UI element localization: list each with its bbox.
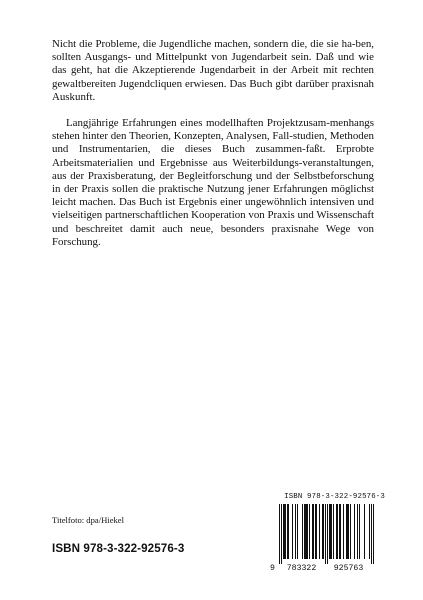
barcode-bar bbox=[329, 504, 330, 559]
barcode-bar bbox=[337, 504, 338, 559]
barcode-bar bbox=[305, 504, 306, 559]
barcode-digits-left: 783322 bbox=[286, 564, 317, 572]
barcode-bars bbox=[279, 504, 374, 564]
barcode-isbn-text: ISBN 978-3-322-92576-3 bbox=[284, 493, 385, 501]
barcode-bar bbox=[330, 504, 331, 559]
barcode-block bbox=[268, 493, 385, 573]
barcode-image bbox=[268, 504, 385, 572]
barcode-bar bbox=[350, 504, 351, 559]
barcode-bar bbox=[316, 504, 317, 559]
barcode-bar bbox=[347, 504, 348, 559]
barcode-bar bbox=[373, 504, 374, 564]
barcode-bar bbox=[295, 504, 296, 559]
barcode-bar bbox=[285, 504, 286, 559]
barcode-bar bbox=[343, 504, 344, 559]
barcode-bar bbox=[284, 504, 285, 559]
barcode-bar bbox=[287, 504, 288, 559]
barcode-bar bbox=[322, 504, 323, 559]
barcode-bar bbox=[315, 504, 316, 559]
barcode-bar bbox=[312, 504, 313, 559]
barcode-bar bbox=[307, 504, 308, 559]
barcode-bar bbox=[346, 504, 347, 559]
isbn-label: ISBN 978-3-322-92576-3 bbox=[52, 542, 185, 555]
barcode-bar bbox=[327, 504, 328, 564]
barcode-bar bbox=[302, 504, 303, 559]
barcode-bar bbox=[325, 504, 326, 564]
barcode-bar bbox=[304, 504, 305, 559]
barcode-bar bbox=[364, 504, 365, 559]
barcode-bar bbox=[309, 504, 310, 559]
barcode-bar bbox=[348, 504, 349, 559]
barcode-bar bbox=[331, 504, 332, 559]
barcode-bar bbox=[288, 504, 289, 559]
barcode-bar bbox=[357, 504, 358, 559]
barcode-bar bbox=[336, 504, 337, 559]
barcode-bar bbox=[323, 504, 324, 559]
blurb-paragraph-1: Nicht die Probleme, die Jugendliche machen, sondern die, die sie ha-ben, sollten Ausgangs- und Mittelpunkt von Jugendarbeit sein. Daß und wie das geht, hat die Akzeptierende Jugendarbeit in der Arbeit mit rechten gewaltbereiten Jugendcliquen erwiesen. Das Buch gibt darüber praxisnah Auskunft. bbox=[52, 38, 374, 103]
barcode-digit-first: 9 bbox=[270, 564, 275, 572]
barcode-bar bbox=[283, 504, 284, 559]
barcode-bar bbox=[279, 504, 280, 564]
barcode-bar bbox=[371, 504, 372, 564]
barcode-bar bbox=[297, 504, 298, 559]
barcode-bar bbox=[292, 504, 293, 559]
barcode-bar bbox=[369, 504, 370, 559]
barcode-bar bbox=[333, 504, 334, 559]
blurb-paragraph-2: Langjährige Erfahrungen eines modellhaften Projektzusam-menhangs stehen hinter den Theorien, Konzepten, Analysen, Fall-studien, Methoden und Instrumentarien, die dieses Buch zusammen-faßt. Erprobte Arbeitsmaterialien und Ergebnisse aus Weiterbildungs-veranstaltungen, aus der Praxisberatung, der Begleitforschung und der Selbstbeforschung in der Praxis sollen die praktische Nutzung jener Erfahrungen möglichst leicht machen. Das Buch ist Ergebnis einer ungewöhnlich intensiven und vielseitigen partnerschaftlichen Kooperation von Praxis und Wissenschaft und beschreitet damit auch neue, besonders praxisnahe Wege von Forschung. bbox=[52, 117, 374, 248]
barcode-bar bbox=[354, 504, 355, 559]
barcode-bar bbox=[313, 504, 314, 559]
barcode-bar bbox=[306, 504, 307, 559]
barcode-digits-right: 925763 bbox=[333, 564, 364, 572]
barcode-bar bbox=[339, 504, 340, 559]
barcode-bar bbox=[359, 504, 360, 559]
barcode-bar bbox=[340, 504, 341, 559]
barcode-bar bbox=[281, 504, 282, 564]
barcode-bar bbox=[319, 504, 320, 559]
photo-credit: Titelfoto: dpa/Hiekel bbox=[52, 515, 125, 525]
blurb-text bbox=[52, 38, 374, 249]
